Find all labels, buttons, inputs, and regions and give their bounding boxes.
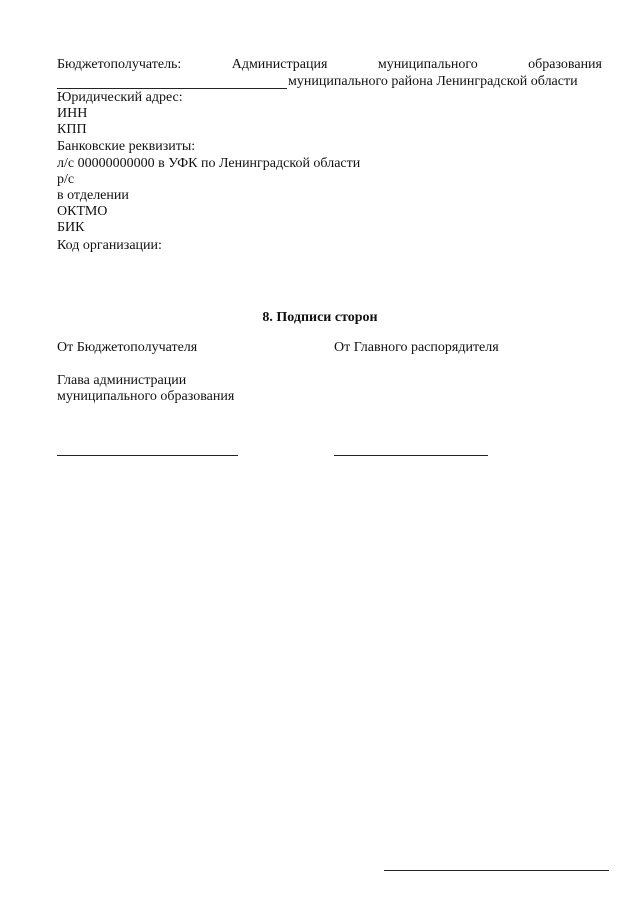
- recipient-word-municipal: муниципального: [377, 57, 478, 72]
- right-signature-line: [334, 455, 488, 456]
- recipient-name-blank-line: [57, 88, 287, 89]
- bik-label: БИК: [57, 220, 85, 235]
- personal-account-line: л/с 00000000000 в УФК по Ленинградской области: [57, 156, 361, 171]
- left-party-label: От Бюджетополучателя: [57, 340, 198, 355]
- recipient-word-formation: образования: [528, 57, 602, 72]
- recipient-label: Бюджетополучатель:: [57, 57, 182, 72]
- oktmo-label: ОКТМО: [57, 204, 108, 219]
- organization-code-label: Код организации:: [57, 238, 162, 253]
- bank-details-label: Банковские реквизиты:: [57, 139, 196, 154]
- recipient-word-administration: Администрация: [231, 57, 328, 72]
- settlement-account-label: р/с: [57, 172, 75, 187]
- section-heading-signatures: 8. Подписи сторон: [262, 310, 378, 325]
- recipient-header-row: [57, 57, 602, 73]
- left-signatory-title-2: муниципального образования: [57, 389, 235, 404]
- footer-rule: [384, 870, 609, 871]
- left-signatory-title-1: Глава администрации: [57, 373, 187, 388]
- recipient-district: муниципального района Ленинградской области: [288, 74, 578, 89]
- left-signature-line: [57, 455, 238, 456]
- legal-address-label: Юридический адрес:: [57, 90, 183, 105]
- inn-label: ИНН: [57, 106, 88, 121]
- kpp-label: КПП: [57, 122, 87, 137]
- branch-label: в отделении: [57, 188, 129, 203]
- right-party-label: От Главного распорядителя: [334, 340, 499, 355]
